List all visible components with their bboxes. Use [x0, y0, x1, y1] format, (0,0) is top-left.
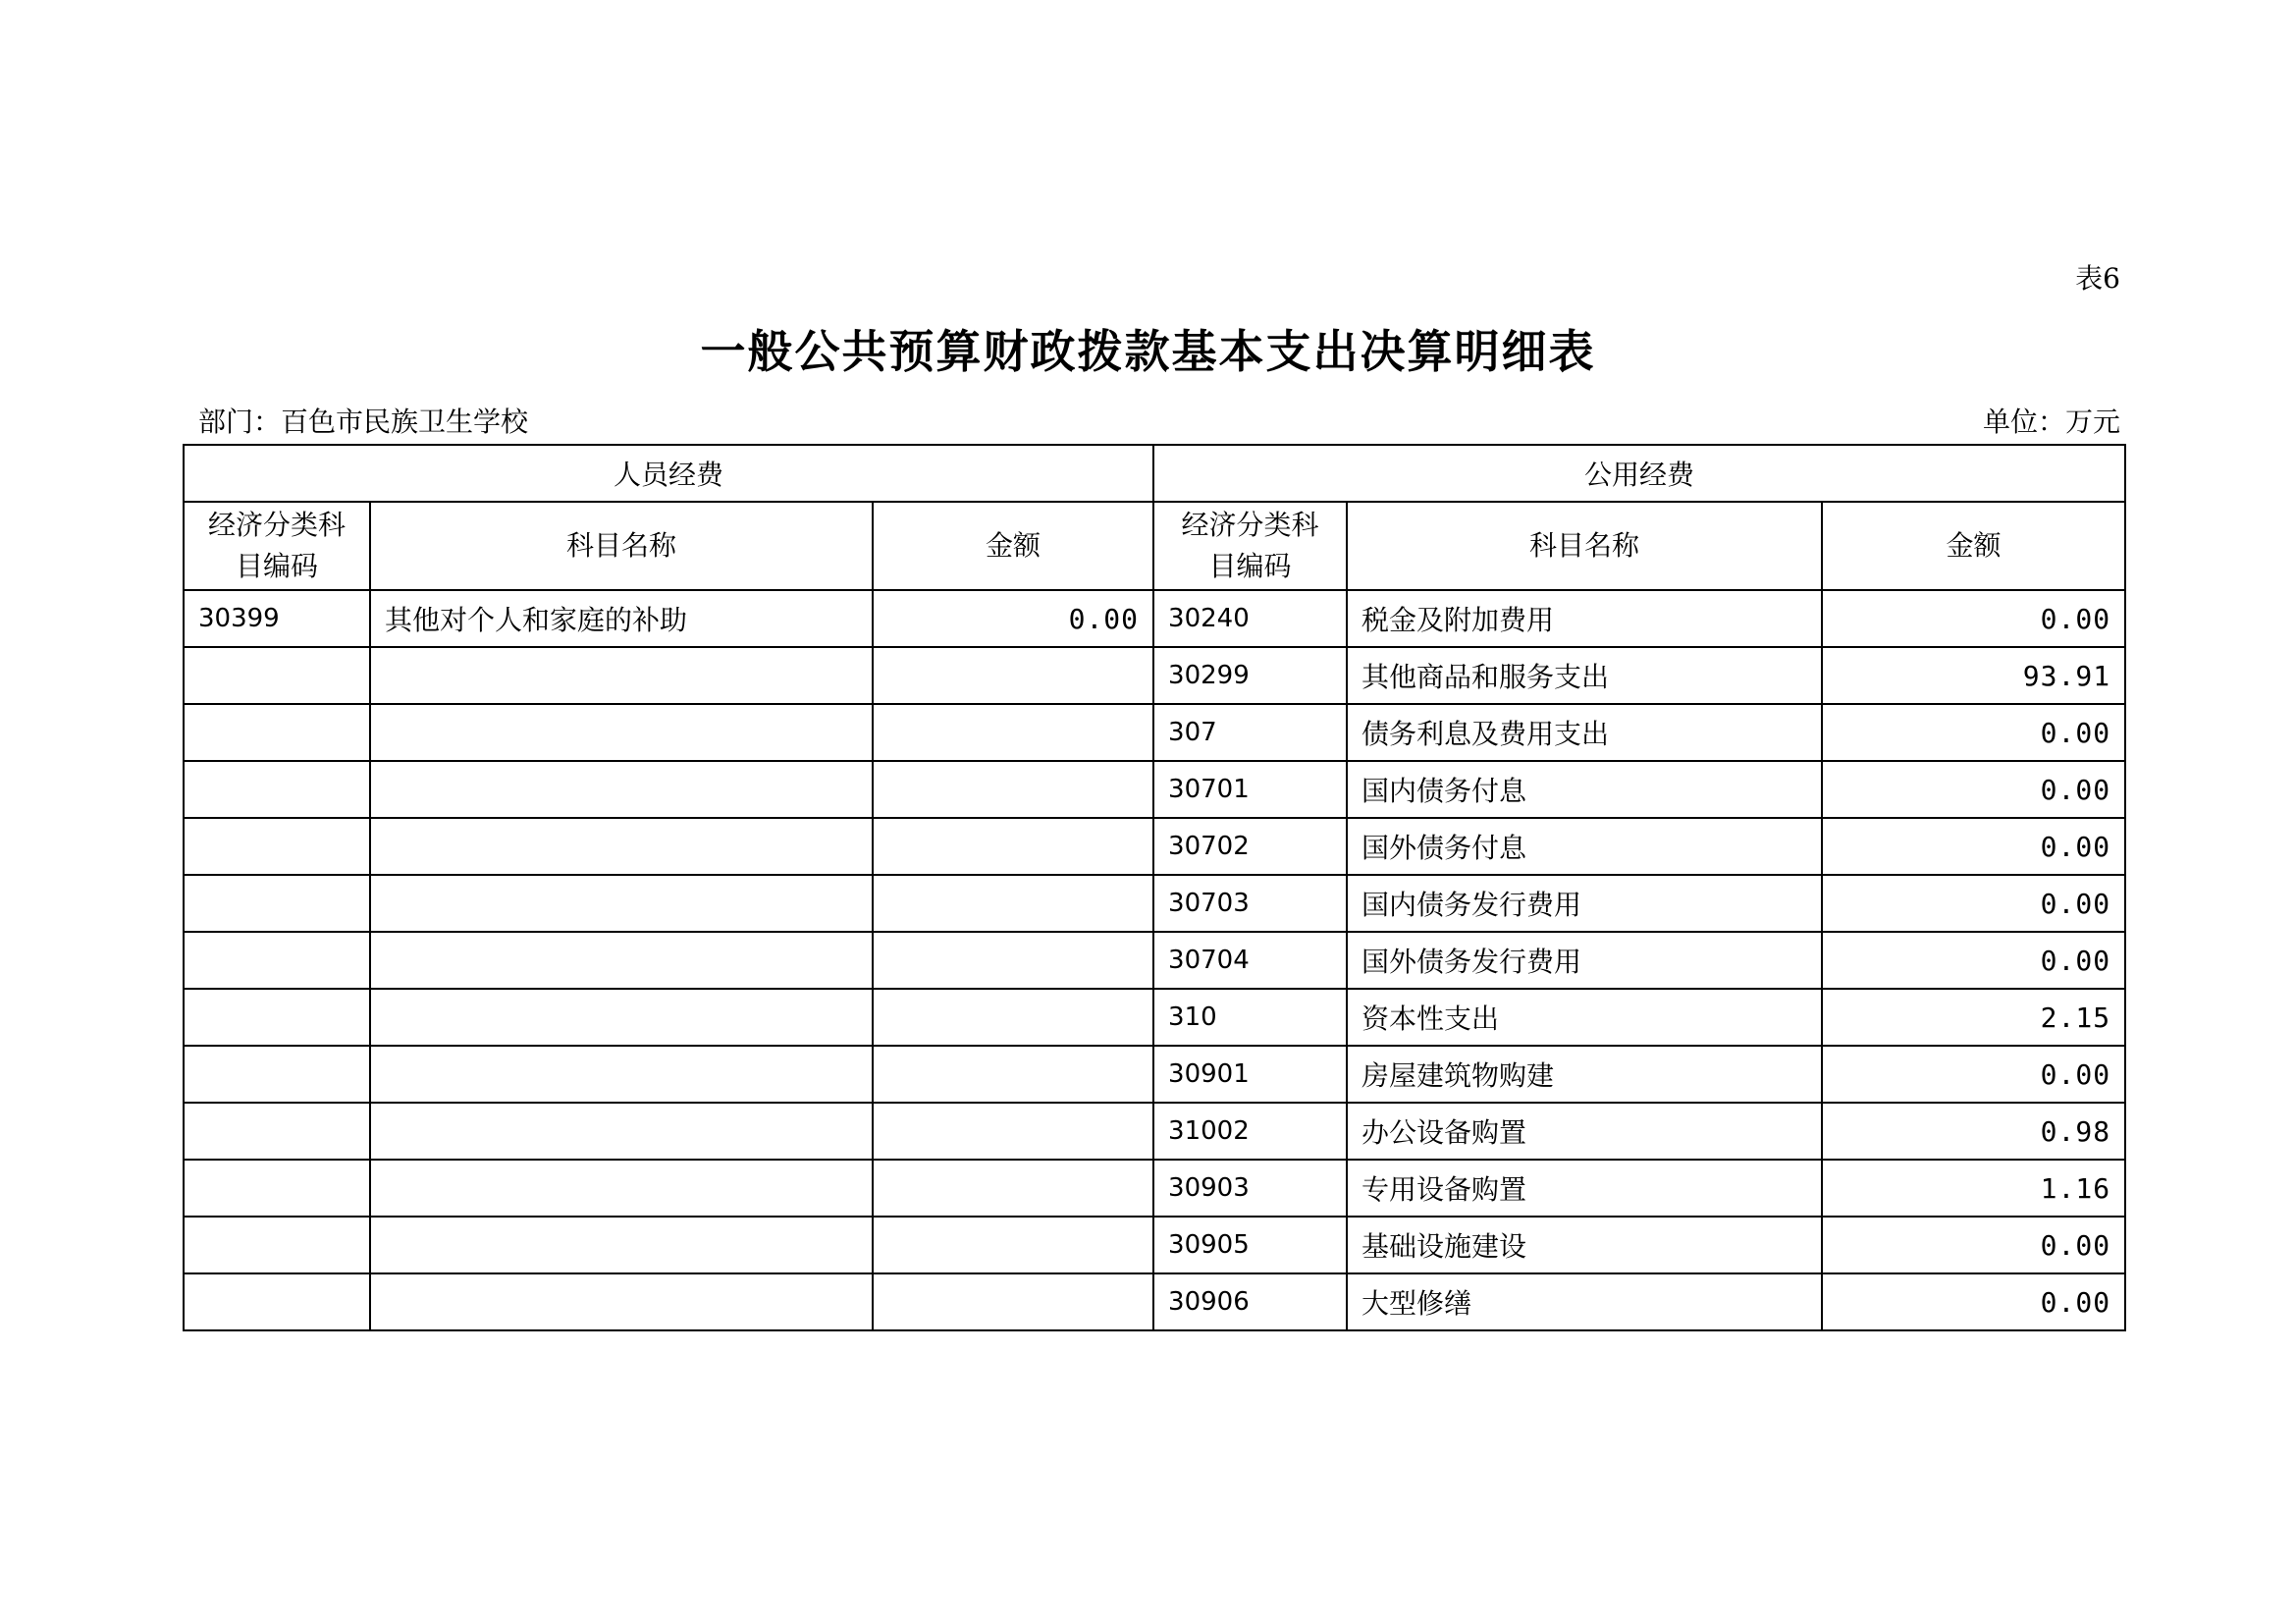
public-code-cell: 30905 [1153, 1217, 1347, 1273]
personnel-name-cell [370, 818, 873, 875]
public-amount-cell: 0.00 [1822, 875, 2125, 932]
public-amount-cell: 0.00 [1822, 590, 2125, 647]
public-name-cell: 税金及附加费用 [1347, 590, 1822, 647]
public-name-cell: 基础设施建设 [1347, 1217, 1822, 1273]
public-amount-header: 金额 [1822, 502, 2125, 590]
personnel-code-cell [184, 761, 370, 818]
table-row [184, 1160, 2125, 1217]
table-number: 表6 [2075, 262, 2120, 295]
table-row [184, 1046, 2125, 1103]
public-amount-cell: 0.00 [1822, 932, 2125, 989]
personnel-amount-cell [873, 875, 1153, 932]
expenditure-table [183, 444, 2126, 1331]
public-code-cell: 30901 [1153, 1046, 1347, 1103]
table-row [184, 818, 2125, 875]
public-amount-cell: 93.91 [1822, 647, 2125, 704]
personnel-name-cell [370, 1046, 873, 1103]
public-code-cell: 30903 [1153, 1160, 1347, 1217]
public-expense-header: 公用经费 [1153, 445, 2125, 502]
public-code-header: 经济分类科目编码 [1153, 502, 1347, 590]
public-name-cell: 大型修缮 [1347, 1273, 1822, 1330]
public-name-cell: 专用设备购置 [1347, 1160, 1822, 1217]
personnel-name-cell [370, 1217, 873, 1273]
personnel-code-cell [184, 932, 370, 989]
public-amount-cell: 0.00 [1822, 818, 2125, 875]
personnel-name-cell [370, 875, 873, 932]
public-name-cell: 国内债务发行费用 [1347, 875, 1822, 932]
public-amount-cell: 0.00 [1822, 1046, 2125, 1103]
personnel-amount-cell [873, 761, 1153, 818]
table-row [184, 704, 2125, 761]
personnel-code-cell [184, 818, 370, 875]
personnel-name-cell [370, 704, 873, 761]
public-name-cell: 债务利息及费用支出 [1347, 704, 1822, 761]
public-amount-cell: 1.16 [1822, 1160, 2125, 1217]
personnel-code-cell [184, 1217, 370, 1273]
personnel-code-cell [184, 647, 370, 704]
table-row [184, 590, 2125, 647]
public-amount-cell: 0.98 [1822, 1103, 2125, 1160]
personnel-amount-cell [873, 1160, 1153, 1217]
public-name-cell: 房屋建筑物购建 [1347, 1046, 1822, 1103]
table-row [184, 761, 2125, 818]
personnel-amount-cell [873, 1273, 1153, 1330]
personnel-name-cell [370, 1103, 873, 1160]
public-code-cell: 30702 [1153, 818, 1347, 875]
personnel-name-cell: 其他对个人和家庭的补助 [370, 590, 873, 647]
public-code-cell: 31002 [1153, 1103, 1347, 1160]
table-row [184, 989, 2125, 1046]
public-name-header: 科目名称 [1347, 502, 1822, 590]
table-row [184, 1217, 2125, 1273]
personnel-amount-cell [873, 1103, 1153, 1160]
personnel-code-cell [184, 704, 370, 761]
page-title: 一般公共预算财政拨款基本支出决算明细表 [700, 325, 1596, 378]
table-row [184, 1273, 2125, 1330]
public-amount-cell: 0.00 [1822, 1217, 2125, 1273]
public-code-cell: 30703 [1153, 875, 1347, 932]
personnel-expense-header: 人员经费 [184, 445, 1153, 502]
public-amount-cell: 2.15 [1822, 989, 2125, 1046]
table-row [184, 875, 2125, 932]
public-code-cell: 30299 [1153, 647, 1347, 704]
personnel-name-cell [370, 989, 873, 1046]
personnel-name-header: 科目名称 [370, 502, 873, 590]
personnel-amount-cell [873, 818, 1153, 875]
personnel-name-cell [370, 1160, 873, 1217]
personnel-name-cell [370, 647, 873, 704]
table-row [184, 647, 2125, 704]
public-name-cell: 其他商品和服务支出 [1347, 647, 1822, 704]
personnel-amount-cell [873, 1046, 1153, 1103]
personnel-name-cell [370, 932, 873, 989]
personnel-name-cell [370, 1273, 873, 1330]
public-code-cell: 30704 [1153, 932, 1347, 989]
personnel-code-cell [184, 1160, 370, 1217]
personnel-code-cell [184, 875, 370, 932]
personnel-amount-cell [873, 989, 1153, 1046]
public-amount-cell: 0.00 [1822, 1273, 2125, 1330]
public-code-cell: 307 [1153, 704, 1347, 761]
public-name-cell: 资本性支出 [1347, 989, 1822, 1046]
personnel-amount-cell [873, 1217, 1153, 1273]
unit-label: 单位：万元 [1982, 406, 2120, 438]
personnel-name-cell [370, 761, 873, 818]
personnel-code-cell [184, 1273, 370, 1330]
public-code-cell: 30240 [1153, 590, 1347, 647]
personnel-code-cell: 30399 [184, 590, 370, 647]
public-code-cell: 30701 [1153, 761, 1347, 818]
public-name-cell: 国外债务付息 [1347, 818, 1822, 875]
personnel-amount-header: 金额 [873, 502, 1153, 590]
personnel-amount-cell: 0.00 [873, 590, 1153, 647]
table-row [184, 932, 2125, 989]
department-label: 部门：百色市民族卫生学校 [198, 406, 529, 438]
table-row [184, 1103, 2125, 1160]
personnel-code-cell [184, 1103, 370, 1160]
personnel-amount-cell [873, 647, 1153, 704]
public-code-cell: 30906 [1153, 1273, 1347, 1330]
public-code-cell: 310 [1153, 989, 1347, 1046]
personnel-code-cell [184, 1046, 370, 1103]
public-amount-cell: 0.00 [1822, 704, 2125, 761]
public-name-cell: 国外债务发行费用 [1347, 932, 1822, 989]
public-name-cell: 办公设备购置 [1347, 1103, 1822, 1160]
personnel-code-header: 经济分类科目编码 [184, 502, 370, 590]
public-amount-cell: 0.00 [1822, 761, 2125, 818]
personnel-amount-cell [873, 704, 1153, 761]
personnel-amount-cell [873, 932, 1153, 989]
personnel-code-cell [184, 989, 370, 1046]
public-name-cell: 国内债务付息 [1347, 761, 1822, 818]
